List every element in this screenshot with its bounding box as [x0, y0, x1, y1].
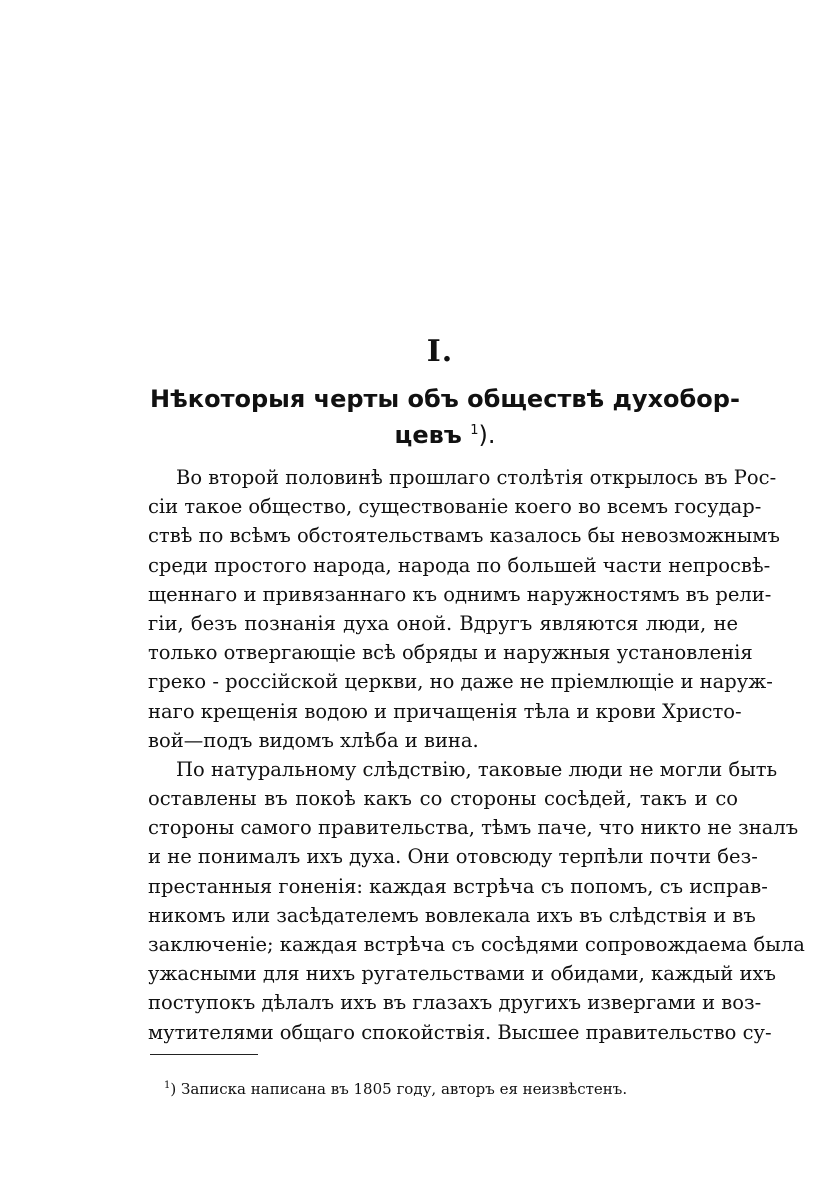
footnote-marker: 1 — [164, 1080, 171, 1091]
text-line: поступокъ дѣлалъ ихъ въ глазахъ другихъ извергами и воз- — [148, 991, 762, 1015]
chapter-title-line-2 — [150, 415, 740, 451]
chapter-title-line-2-tail: ). — [478, 421, 496, 449]
chapter-number: I. — [426, 334, 454, 369]
text-line: сіи такое общество, существованіе коего во всемъ государ- — [148, 495, 762, 519]
footnote — [164, 1076, 724, 1099]
text-line: стороны самого правительства, тѣмъ паче, что никто не зналъ — [148, 816, 799, 840]
chapter-title-line-1: Нѣкоторыя черты объ обществѣ духобор- — [150, 385, 740, 413]
text-line: оставлены въ покоѣ какъ со стороны сосѣдей, такъ и со — [148, 787, 738, 811]
paragraph-2 — [148, 755, 805, 1047]
text-line: престанныя гоненія: каждая встрѣча съ попомъ, съ исправ- — [148, 874, 768, 898]
chapter-title-line-2-text: цевъ — [394, 421, 462, 449]
text-line: и не понималъ ихъ духа. Они отовсюду терпѣли почти без- — [148, 845, 758, 869]
text-line: греко - россійской церкви, но даже не пріемлющіе и наруж- — [148, 670, 773, 694]
text-line: только отвергающіе всѣ обряды и наружныя установленія — [148, 641, 753, 665]
text-line: среди простого народа, народа по большей части непросвѣ- — [148, 553, 771, 577]
text-line: гіи, безъ познанія духа оной. Вдругъ являются люди, не — [148, 611, 738, 635]
text-line: Во второй половинѣ прошлаго столѣтія открылось въ Рос- — [176, 466, 777, 489]
text-line: ужасными для нихъ ругательствами и обидами, каждый ихъ — [148, 962, 776, 986]
footnote-divider — [150, 1054, 258, 1055]
body-text — [148, 463, 805, 1047]
paragraph-1 — [148, 463, 780, 755]
title-footnote-ref[interactable]: 1 — [470, 423, 479, 438]
text-line: ствѣ по всѣмъ обстоятельствамъ казалось бы невозможнымъ — [148, 524, 780, 548]
footnote-text: ) Записка написана въ 1805 году, авторъ ея неизвѣстенъ. — [170, 1080, 628, 1098]
text-line: мутителями общаго спокойствія. Высшее правительство су- — [148, 1020, 772, 1044]
text-line: никомъ или засѣдателемъ вовлекала ихъ въ слѣдствія и въ — [148, 903, 756, 927]
chapter-title — [150, 383, 740, 451]
text-line: наго крещенія водою и причащенія тѣла и крови Христо- — [148, 699, 742, 723]
text-line: вой—подъ видомъ хлѣба и вина. — [148, 728, 479, 752]
text-line: заключеніе; каждая встрѣча съ сосѣдями сопровождаема была — [148, 933, 805, 956]
text-line: По натуральному слѣдствію, таковые люди не могли быть — [176, 757, 778, 781]
text-line: щеннаго и привязаннаго къ однимъ наружностямъ въ рели- — [148, 582, 772, 606]
